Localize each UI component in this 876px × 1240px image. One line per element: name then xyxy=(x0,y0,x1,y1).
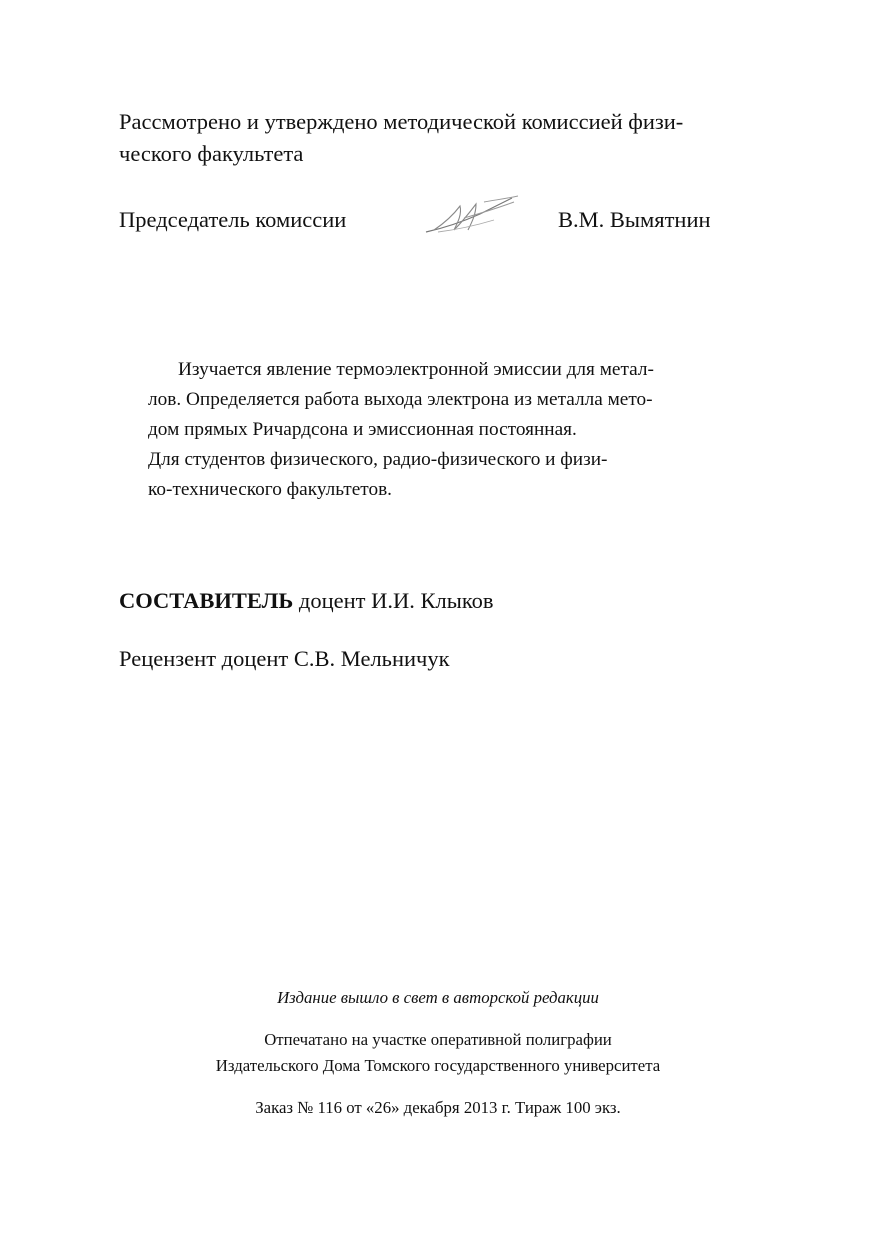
reviewer-line: Рецензент доцент С.В. Мельничук xyxy=(119,646,450,671)
printed-line-1: Отпечатано на участке оперативной полиграфии xyxy=(264,1030,612,1049)
chairman-label: Председатель комиссии xyxy=(119,207,347,232)
approval-line-1: Рассмотрено и утверждено методической комиссией физи- xyxy=(119,109,684,134)
abstract-line-5: ко-технического факультетов. xyxy=(148,479,393,500)
abstract-line-2: лов. Определяется работа выхода электрона из металла мето- xyxy=(148,389,653,410)
approval-statement xyxy=(119,106,756,170)
chairman-row xyxy=(119,204,739,244)
abstract-line-3: дом прямых Ричардсона и эмиссионная постоянная. xyxy=(148,419,577,440)
abstract-line-4: Для студентов физического, радио-физического и физи- xyxy=(148,449,608,470)
signature-icon xyxy=(424,192,520,238)
abstract-block xyxy=(148,355,728,505)
compiler-line xyxy=(119,585,494,617)
printed-line-2: Издательского Дома Томского государственного университета xyxy=(215,1056,661,1075)
edition-note: Издание вышло в свет в авторской редакции xyxy=(277,988,599,1007)
abstract-line-1: Изучается явление термоэлектронной эмиссии для метал- xyxy=(178,359,654,380)
imprint-block xyxy=(0,985,876,1121)
chairman-name: В.М. Вымятнин xyxy=(558,207,711,232)
approval-line-2: ческого факультета xyxy=(119,141,304,166)
order-info: Заказ № 116 от «26» декабря 2013 г. Тираж 100 экз. xyxy=(255,1098,621,1117)
compiler-name: доцент И.И. Клыков xyxy=(293,588,494,613)
compiler-label: СОСТАВИТЕЛЬ xyxy=(119,588,294,613)
